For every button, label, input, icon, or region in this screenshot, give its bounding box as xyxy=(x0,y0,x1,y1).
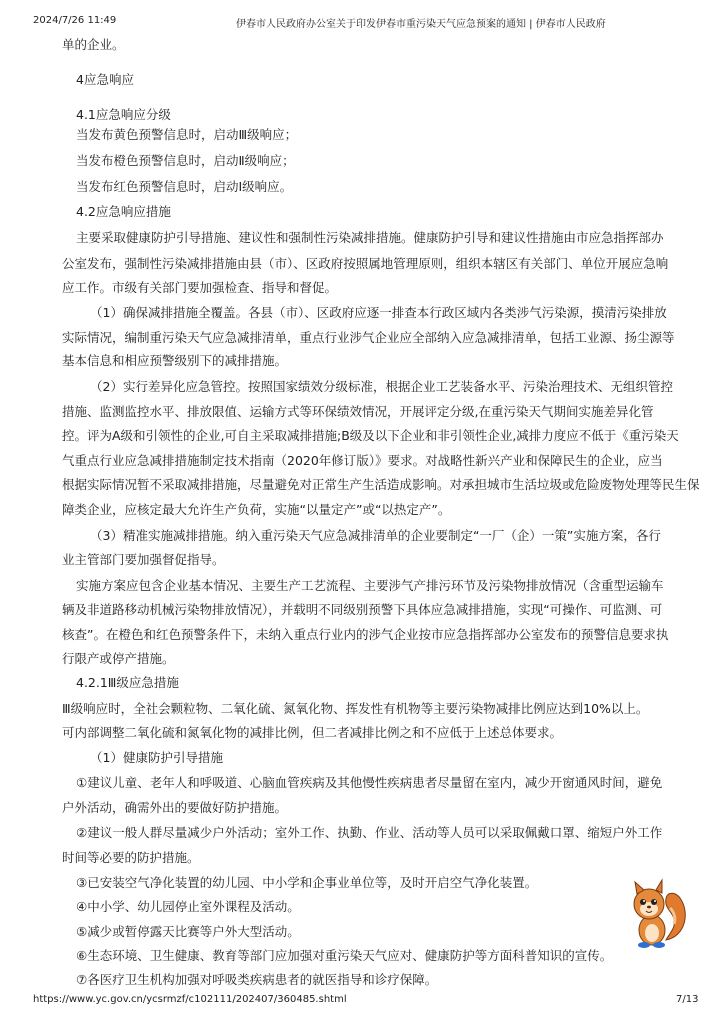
text-line: 主要采取健康防护引导措施、建议性和强制性污染减排措施。健康防护引导和建议性措施由市应急指挥部办 xyxy=(76,230,664,245)
list-item: ⑦各医疗卫生机构加强对呼吸类疾病患者的就医指导和诊疗保障。 xyxy=(76,972,438,987)
text-line: 业主管部门要加强督促指导。 xyxy=(62,552,225,567)
text-line: 当发布红色预警信息时，启动Ⅰ级响应。 xyxy=(76,179,293,194)
text-line: （2）实行差异化应急管控。按照国家绩效分级标准，根据企业工艺装备水平、污染治理技术、无组织管控 xyxy=(90,379,673,394)
text-line: 障类企业，应核定最大允许生产负荷，实施“以量定产”或“以热定产”。 xyxy=(62,502,451,517)
page-number: 7/13 xyxy=(676,994,699,1005)
text-line: 单的企业。 xyxy=(62,37,125,52)
list-item: ⑥生态环境、卫生健康、教育等部门应加强对重污染天气应对、健康防护等方面科普知识的宣传。 xyxy=(76,948,613,963)
text-line: 当发布橙色预警信息时，启动Ⅱ级响应； xyxy=(76,153,295,168)
list-item: ②建议一般人群尽量减少户外活动；室外工作、执勤、作业、活动等人员可以采取佩戴口罩、缩短户外工作 xyxy=(76,825,663,840)
text-line: 行限产或停产措施。 xyxy=(62,651,175,666)
text-line: 措施、监测监控水平、排放限值、运输方式等环保绩效情况，开展评定分级,在重污染天气期间实施差异化管 xyxy=(62,404,654,419)
text-line: 控。评为A级和引领性的企业,可自主采取减排措施;B级及以下企业和非引领性企业,减排力度应不低于《重污染天 xyxy=(62,428,679,443)
squirrel-mascot-icon[interactable] xyxy=(622,878,690,952)
text-line: Ⅲ级响应时，全社会颗粒物、二氧化硫、氮氧化物、挥发性有机物等主要污染物减排比例应达到10%以上。 xyxy=(62,701,649,716)
print-datetime: 2024/7/26 11:49 xyxy=(33,15,117,26)
text-line: （1）确保减排措施全覆盖。各县（市）、区政府应逐一排查本行政区域内各类涉气污染源，摸清污染排放 xyxy=(90,305,667,320)
text-line: 气重点行业应急减排措施制定技术指南（2020年修订版）》要求。对战略性新兴产业和保障民生的企业，应当 xyxy=(62,453,663,468)
section-heading: 4应急响应 xyxy=(76,72,134,87)
text-line: 实施方案应包含企业基本情况、主要生产工艺流程、主要涉气产排污环节及污染物排放情况（含重型运输车 xyxy=(76,578,664,593)
text-line: 户外活动，确需外出的要做好防护措施。 xyxy=(62,800,288,815)
list-item: ⑤减少或暂停露天比赛等户外大型活动。 xyxy=(76,924,300,939)
text-line: 公室发布，强制性污染减排措施由县（市）、区政府按照属地管理原则，组织本辖区有关部门、单位开展应急响 xyxy=(62,256,669,271)
page-url: https://www.yc.gov.cn/ycsrmzf/c102111/202407/360485.shtml xyxy=(33,994,347,1005)
text-line: 基本信息和相应预警级别下的减排措施。 xyxy=(62,353,288,368)
list-item: ①建议儿童、老年人和呼吸道、心脑血管疾病及其他慢性疾病患者尽量留在室内，减少开窗通风时间，避免 xyxy=(76,775,663,790)
page-title: 伊春市人民政府办公室关于印发伊春市重污染天气应急预案的通知 | 伊春市人民政府 xyxy=(236,19,606,30)
subsection-heading: 4.2.1Ⅲ级应急措施 xyxy=(76,675,179,690)
list-item: ④中小学、幼儿园停止室外课程及活动。 xyxy=(76,899,300,914)
text-line: 根据实际情况暂不采取减排措施，尽量避免对正常生产生活造成影响。对承担城市生活垃圾或危险废物处理等民生保 xyxy=(62,477,700,492)
text-line: 当发布黄色预警信息时，启动Ⅲ级响应； xyxy=(76,127,298,142)
subsection-heading: 4.1应急响应分级 xyxy=(76,107,171,122)
list-item: ③已安装空气净化装置的幼儿园、中小学和企事业单位等，及时开启空气净化装置。 xyxy=(76,875,538,890)
subsection-heading: 4.2应急响应措施 xyxy=(76,204,171,219)
text-line: 时间等必要的防护措施。 xyxy=(62,850,200,865)
text-line: （3）精准实施减排措施。纳入重污染天气应急减排清单的企业要制定“一厂（企）一策”实施方案，各行 xyxy=(90,528,661,543)
text-line: 实际情况，编制重污染天气应急减排清单，重点行业涉气企业应全部纳入应急减排清单，包括工业源、扬尘源等 xyxy=(62,330,675,345)
text-line: 应工作。市级有关部门要加强检查、指导和督促。 xyxy=(62,280,338,295)
text-line: 辆及非道路移动机械污染物排放情况），并载明不同级别预警下具体应急减排措施，实现“可操作、可监测、可 xyxy=(62,602,663,617)
text-line: 可内部调整二氧化硫和氮氧化物的减排比例，但二者减排比例之和不应低于上述总体要求。 xyxy=(62,725,563,740)
text-line: 核查”。在橙色和红色预警条件下，未纳入重点行业内的涉气企业按市应急指挥部办公室发布的预警信息要求执 xyxy=(62,627,669,642)
text-line: （1）健康防护引导措施 xyxy=(90,750,223,765)
